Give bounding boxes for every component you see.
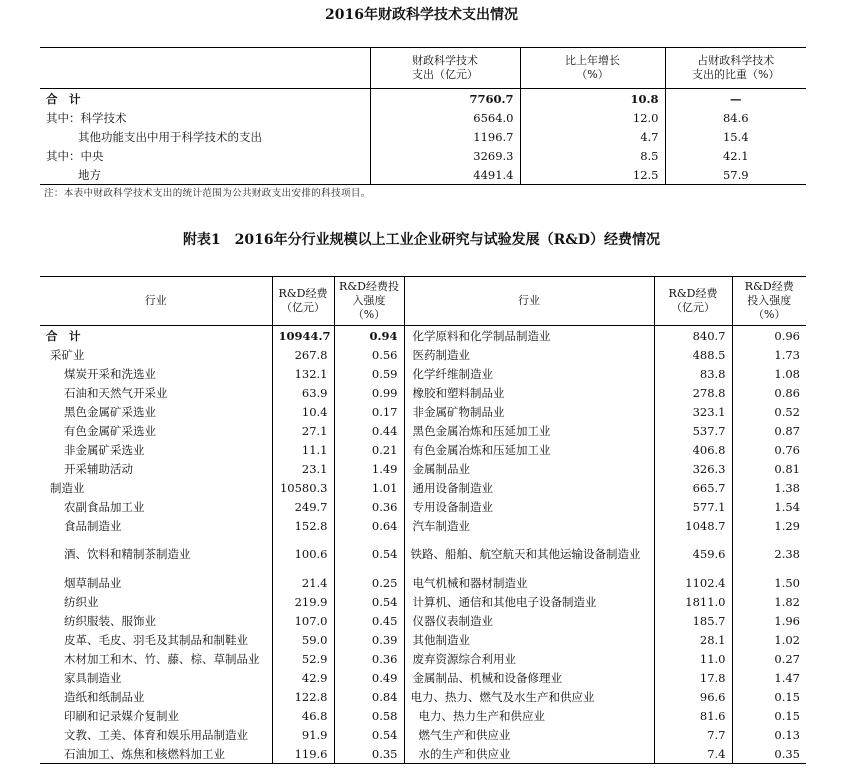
spending-value: 4491.4 [370,165,520,185]
spending-value: 3269.3 [370,146,520,165]
rd-intensity-value: 1.73 [732,345,806,364]
industry-name: 开采辅助活动 [64,461,133,476]
industry-name: 纺织业 [64,594,99,609]
table-row [40,108,806,127]
table2-header-row [40,277,806,326]
industry-name: 非金属矿采选业 [64,442,145,457]
row-label: 其中：科学技术 [46,110,127,125]
rd-intensity-value: 1.47 [732,668,806,687]
table1-header-blank [40,48,370,89]
share-value: — [665,89,806,109]
rd-spending-value: 63.9 [272,383,334,402]
table1-footnote: 注：本表中财政科学技术支出的统计范围为公共财政支出安排的科技项目。 [44,188,371,199]
rd-intensity-value: 1.08 [732,364,806,383]
rd-intensity-value: 0.44 [334,421,404,440]
rd-spending-value: 10580.3 [272,478,334,497]
rd-intensity-value: 1.01 [334,478,404,497]
rd-spending-value: 119.6 [272,744,334,764]
industry-name: 其他制造业 [404,630,654,649]
rd-spending-value: 1102.4 [654,573,732,592]
rd-intensity-value: 0.54 [334,592,404,611]
rd-intensity-value: 0.15 [732,706,806,725]
rd-spending-value: 11.0 [654,649,732,668]
industry-name: 家具制造业 [64,670,122,685]
industry-name: 制造业 [50,480,85,495]
rd-intensity-value: 0.59 [334,364,404,383]
table-row [40,127,806,146]
rd-spending-value: 1048.7 [654,516,732,535]
rd-intensity-value: 0.21 [334,440,404,459]
rd-intensity-value: 0.76 [732,440,806,459]
growth-value: 12.5 [520,165,665,185]
rd-intensity-value: 0.52 [732,402,806,421]
industry-rd-table [40,276,806,764]
table-row [40,668,806,687]
industry-name: 烟草制品业 [64,575,122,590]
rd-intensity-value: 1.49 [334,459,404,478]
header-rd-spending: R&D经费 （亿元） [272,277,334,326]
rd-spending-value: 278.8 [654,383,732,402]
industry-name: 石油加工、炼焦和核燃料加工业 [40,744,272,764]
rd-intensity-value: 0.36 [334,497,404,516]
table2-body [40,326,806,764]
science-spending-table [40,47,806,185]
row-label: 其他功能支出中用于科学技术的支出 [78,129,262,144]
table-row [40,89,806,109]
rd-intensity-value: 2.38 [732,535,806,573]
table-row [40,630,806,649]
industry-name: 文教、工美、体育和娱乐用品制造业 [64,727,248,742]
rd-spending-value: 81.6 [654,706,732,725]
rd-spending-value: 91.9 [272,725,334,744]
growth-value: 4.7 [520,127,665,146]
table-row [40,725,806,744]
industry-name: 有色金属矿采选业 [64,423,156,438]
table-row [40,592,806,611]
industry-name: 金属制品、机械和设备修理业 [404,668,654,687]
share-value: 57.9 [665,165,806,185]
row-label: 地方 [40,165,370,185]
rd-spending-value: 267.8 [272,345,334,364]
table-row [40,478,806,497]
industry-name: 造纸和纸制品业 [64,689,145,704]
rd-intensity-value: 0.35 [732,744,806,764]
industry-name: 纺织服装、服饰业 [64,613,156,628]
rd-spending-value: 1811.0 [654,592,732,611]
table-row [40,611,806,630]
industry-name: 有色金属冶炼和压延加工业 [404,440,654,459]
rd-spending-value: 122.8 [272,687,334,706]
table-row [40,687,806,706]
industry-name: 水的生产和供应业 [404,744,654,764]
industry-name: 皮革、毛皮、羽毛及其制品和制鞋业 [64,632,248,647]
industry-name: 汽车制造业 [404,516,654,535]
table-row [40,165,806,185]
rd-intensity-value: 1.54 [732,497,806,516]
rd-intensity-value: 0.35 [334,744,404,764]
rd-intensity-value: 0.39 [334,630,404,649]
header-rd-intensity: R&D经费投 入强度 （%） [334,277,404,326]
table-row [40,345,806,364]
spending-value: 1196.7 [370,127,520,146]
table-row [40,459,806,478]
rd-spending-value: 326.3 [654,459,732,478]
industry-name: 金属制品业 [404,459,654,478]
header-industry: 行业 [40,277,272,326]
table1-title: 2016年财政科学技术支出情况 [325,7,518,23]
rd-intensity-value: 1.38 [732,478,806,497]
industry-name: 酒、饮料和精制茶制造业 [64,547,191,561]
spending-value: 7760.7 [370,89,520,109]
industry-name: 电力、热力生产和供应业 [404,706,654,725]
growth-value: 8.5 [520,146,665,165]
rd-intensity-value: 1.82 [732,592,806,611]
industry-name: 石油和天然气开采业 [64,385,168,400]
rd-intensity-value: 1.96 [732,611,806,630]
table1-header-share: 占财政科学技术 支出的比重（%） [665,48,806,89]
table1-header-growth: 比上年增长 （%） [520,48,665,89]
industry-name: 合 计 [46,328,81,343]
rd-spending-value: 249.7 [272,497,334,516]
rd-spending-value: 323.1 [654,402,732,421]
rd-intensity-value: 0.99 [334,383,404,402]
rd-intensity-value: 0.13 [732,725,806,744]
rd-intensity-value: 1.02 [732,630,806,649]
rd-intensity-value: 0.87 [732,421,806,440]
rd-spending-value: 459.6 [654,535,732,573]
rd-intensity-value: 0.36 [334,649,404,668]
growth-value: 10.8 [520,89,665,109]
rd-intensity-value: 0.94 [334,326,404,346]
rd-intensity-value: 0.45 [334,611,404,630]
industry-name: 农副食品加工业 [64,499,145,514]
rd-spending-value: 107.0 [272,611,334,630]
rd-spending-value: 840.7 [654,326,732,346]
table-row [40,326,806,346]
rd-spending-value: 132.1 [272,364,334,383]
header-rd-spending-right: R&D经费 （亿元） [654,277,732,326]
share-value: 84.6 [665,108,806,127]
rd-spending-value: 10.4 [272,402,334,421]
table1-header-row [40,48,806,89]
rd-spending-value: 7.4 [654,744,732,764]
rd-spending-value: 577.1 [654,497,732,516]
industry-name: 仪器仪表制造业 [404,611,654,630]
header-industry-right: 行业 [404,277,654,326]
row-label: 其中：中央 [46,148,104,163]
rd-intensity-value: 0.81 [732,459,806,478]
rd-spending-value: 11.1 [272,440,334,459]
industry-name: 非金属矿物制品业 [404,402,654,421]
rd-spending-value: 7.7 [654,725,732,744]
rd-spending-value: 59.0 [272,630,334,649]
header-rd-intensity-right: R&D经费 投入强度 （%） [732,277,806,326]
rd-intensity-value: 0.58 [334,706,404,725]
rd-spending-value: 46.8 [272,706,334,725]
rd-intensity-value: 0.84 [334,687,404,706]
industry-name: 通用设备制造业 [404,478,654,497]
rd-spending-value: 28.1 [654,630,732,649]
rd-spending-value: 17.8 [654,668,732,687]
industry-name: 专用设备制造业 [404,497,654,516]
rd-spending-value: 96.6 [654,687,732,706]
industry-name: 食品制造业 [64,518,122,533]
table-row [40,516,806,535]
table-row [40,402,806,421]
rd-intensity-value: 0.49 [334,668,404,687]
table-row [40,146,806,165]
table-row [40,535,806,573]
rd-spending-value: 152.8 [272,516,334,535]
rd-spending-value: 21.4 [272,573,334,592]
rd-spending-value: 488.5 [654,345,732,364]
industry-name: 橡胶和塑料制品业 [404,383,654,402]
industry-name: 采矿业 [50,347,85,362]
industry-name: 煤炭开采和洗选业 [64,366,156,381]
rd-spending-value: 406.8 [654,440,732,459]
industry-name: 黑色金属冶炼和压延加工业 [404,421,654,440]
rd-intensity-value: 0.96 [732,326,806,346]
spending-value: 6564.0 [370,108,520,127]
rd-intensity-value: 1.50 [732,573,806,592]
rd-intensity-value: 0.25 [334,573,404,592]
industry-name: 废弃资源综合利用业 [404,649,654,668]
row-label: 合 计 [46,91,81,106]
industry-name: 计算机、通信和其他电子设备制造业 [404,592,654,611]
table-row [40,364,806,383]
table-row [40,649,806,668]
rd-intensity-value: 0.54 [334,535,404,573]
rd-spending-value: 665.7 [654,478,732,497]
table-row [40,744,806,764]
rd-intensity-value: 0.64 [334,516,404,535]
rd-spending-value: 10944.7 [272,326,334,346]
industry-name: 化学原料和化学制品制造业 [404,326,654,346]
share-value: 42.1 [665,146,806,165]
table2-title: 附表1 2016年分行业规模以上工业企业研究与试验发展（R&D）经费情况 [182,232,661,248]
rd-spending-value: 27.1 [272,421,334,440]
rd-spending-value: 100.6 [272,535,334,573]
industry-name: 黑色金属矿采选业 [64,404,156,419]
rd-spending-value: 23.1 [272,459,334,478]
table-row [40,573,806,592]
rd-spending-value: 537.7 [654,421,732,440]
table-row [40,383,806,402]
rd-spending-value: 42.9 [272,668,334,687]
industry-name: 燃气生产和供应业 [404,725,654,744]
industry-name: 电力、热力、燃气及水生产和供应业 [404,687,654,706]
table1-header-spending: 财政科学技术 支出（亿元） [370,48,520,89]
rd-spending-value: 83.8 [654,364,732,383]
rd-spending-value: 185.7 [654,611,732,630]
table-row [40,440,806,459]
rd-intensity-value: 0.86 [732,383,806,402]
rd-intensity-value: 0.15 [732,687,806,706]
rd-spending-value: 219.9 [272,592,334,611]
rd-intensity-value: 1.29 [732,516,806,535]
growth-value: 12.0 [520,108,665,127]
table-row [40,706,806,725]
industry-name: 铁路、船舶、航空航天和其他运输设备制造业 [404,535,654,573]
rd-intensity-value: 0.54 [334,725,404,744]
industry-name: 木材加工和木、竹、藤、棕、草制品业 [64,651,260,666]
rd-spending-value: 52.9 [272,649,334,668]
table-row [40,497,806,516]
table-row [40,421,806,440]
industry-name: 印刷和记录媒介复制业 [64,708,179,723]
share-value: 15.4 [665,127,806,146]
rd-intensity-value: 0.56 [334,345,404,364]
industry-name: 电气机械和器材制造业 [404,573,654,592]
rd-intensity-value: 0.17 [334,402,404,421]
rd-intensity-value: 0.27 [732,649,806,668]
industry-name: 医药制造业 [404,345,654,364]
industry-name: 化学纤维制造业 [404,364,654,383]
